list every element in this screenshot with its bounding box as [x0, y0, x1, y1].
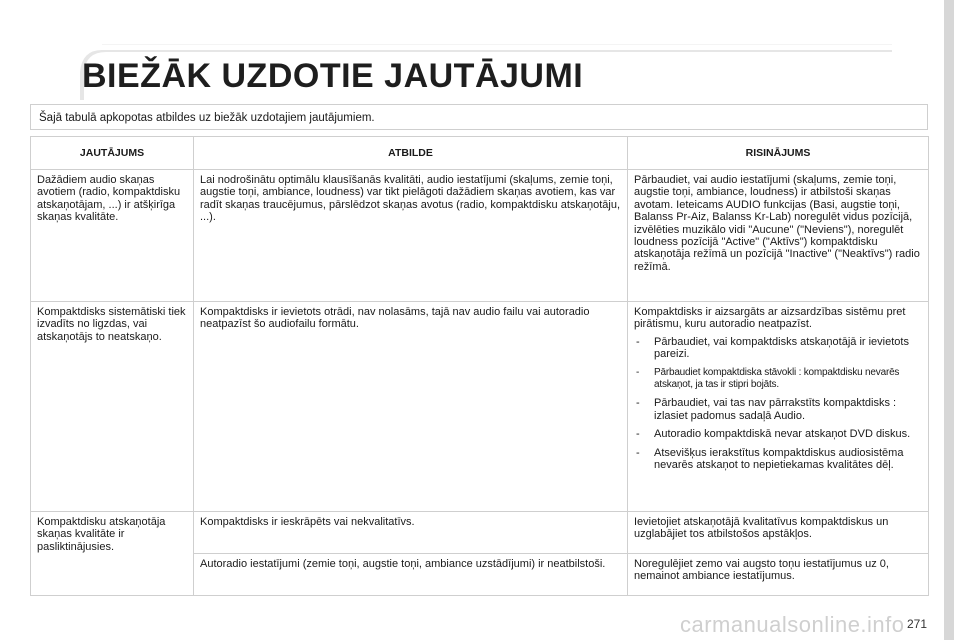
- solution-cell: Ievietojiet atskaņotājā kvalitatīvus kompaktdiskus un uzglabājiet tos atbilstošos apstākļos.: [628, 512, 929, 554]
- header-answer: ATBILDE: [194, 137, 628, 170]
- page-number: 271: [907, 617, 928, 631]
- solution-cell: [628, 302, 929, 512]
- table-row: [31, 302, 929, 512]
- page-title: BIEŽĀK UZDOTIE JAUTĀJUMI: [82, 57, 584, 95]
- table-row: [31, 512, 929, 554]
- watermark: carmanualsonline.info: [680, 612, 905, 637]
- question-cell: Kompaktdisks sistemātiski tiek izvadīts no ligzdas, vai atskaņotājs to neatskaņo.: [31, 302, 194, 512]
- solution-step: - Pārbaudiet, vai tas nav pārrakstīts kompaktdisks : izlasiet padomus sadaļā Audio.: [634, 397, 922, 422]
- answer-cell: Kompaktdisks ir ieskrāpēts vai nekvalitatīvs.: [194, 512, 628, 554]
- question-cell: Kompaktdisku atskaņotāja skaņas kvalitāte ir pasliktinājusies.: [31, 512, 194, 596]
- table-header-row: [31, 137, 929, 170]
- intro-text: Šajā tabulā apkopotas atbildes uz biežāk uzdotajiem jautājumiem.: [30, 104, 928, 130]
- side-tab: [944, 0, 954, 640]
- solution-step: - Pārbaudiet, vai kompaktdisks atskaņotājā ir ievietots pareizi.: [634, 336, 922, 361]
- solution-text: Kompaktdisks ir aizsargāts ar aizsardzības sistēmu pret pirātismu, kuru autoradio neatpazīst.: [634, 306, 906, 331]
- solution-step: - Pārbaudiet kompaktdiska stāvokli : kompaktdisku nevarēs atskaņot, ja tas ir stipri bojāts.: [634, 367, 922, 392]
- faq-table: [30, 136, 929, 596]
- solution-steps-list: [634, 336, 922, 472]
- header-question: JAUTĀJUMS: [31, 137, 194, 170]
- answer-cell: Autoradio iestatījumi (zemie toņi, augstie toņi, ambiance uzstādījumi) ir neatbilstoši.: [194, 554, 628, 596]
- solution-step: - Autoradio kompaktdiskā nevar atskaņot DVD diskus.: [634, 428, 922, 440]
- solution-cell: Noregulējiet zemo vai augsto toņu iestatījumus uz 0, nemainot ambiance iestatījumus.: [628, 554, 929, 596]
- solution-step: - Atsevišķus ierakstītus kompaktdiskus audiosistēma nevarēs atskaņot to nepietiekamas kvalitātes dēļ.: [634, 447, 922, 472]
- answer-cell: Lai nodrošinātu optimālu klausīšanās kvalitāti, audio iestatījumi (skaļums, zemie toņi, augstie toņi, ambiance, loudness) var tikt pielāgoti dažādiem skaņas avotiem, kas var radīt skaņas traucējumus, pārslēdzot skaņas avotus (radio, kompaktdisku atskaņotāju, ...).: [194, 170, 628, 302]
- question-cell: Dažādiem audio skaņas avotiem (radio, kompaktdisku atskaņotājam, ...) ir atšķirīga skaņas kvalitāte.: [31, 170, 194, 302]
- header-solution: RISINĀJUMS: [628, 137, 929, 170]
- answer-cell: Kompaktdisks ir ievietots otrādi, nav nolasāms, tajā nav audio failu vai autoradio neatpazīst šo audiofailu formātu.: [194, 302, 628, 512]
- table-row: [31, 170, 929, 302]
- solution-cell: Pārbaudiet, vai audio iestatījumi (skaļums, zemie toņi, augstie toņi, ambiance, loudness) ir atbilstoši skaņas avotam. Ieteicams AUDIO funkcijas (Basi, augstie toņi, Balanss Pr-Aiz, Balanss Kr-Lab) noregulēt vidus pozīcijā, izvēlēties muzikālo vidi "Aucune" ("Neviens"), noregulēt loudness pozīcijā "Active" ("Aktīvs") kompaktdisku atskaņotāja režīmā un pozīcijā "Inactive" ("Neaktīvs") radio režīmā.: [628, 170, 929, 302]
